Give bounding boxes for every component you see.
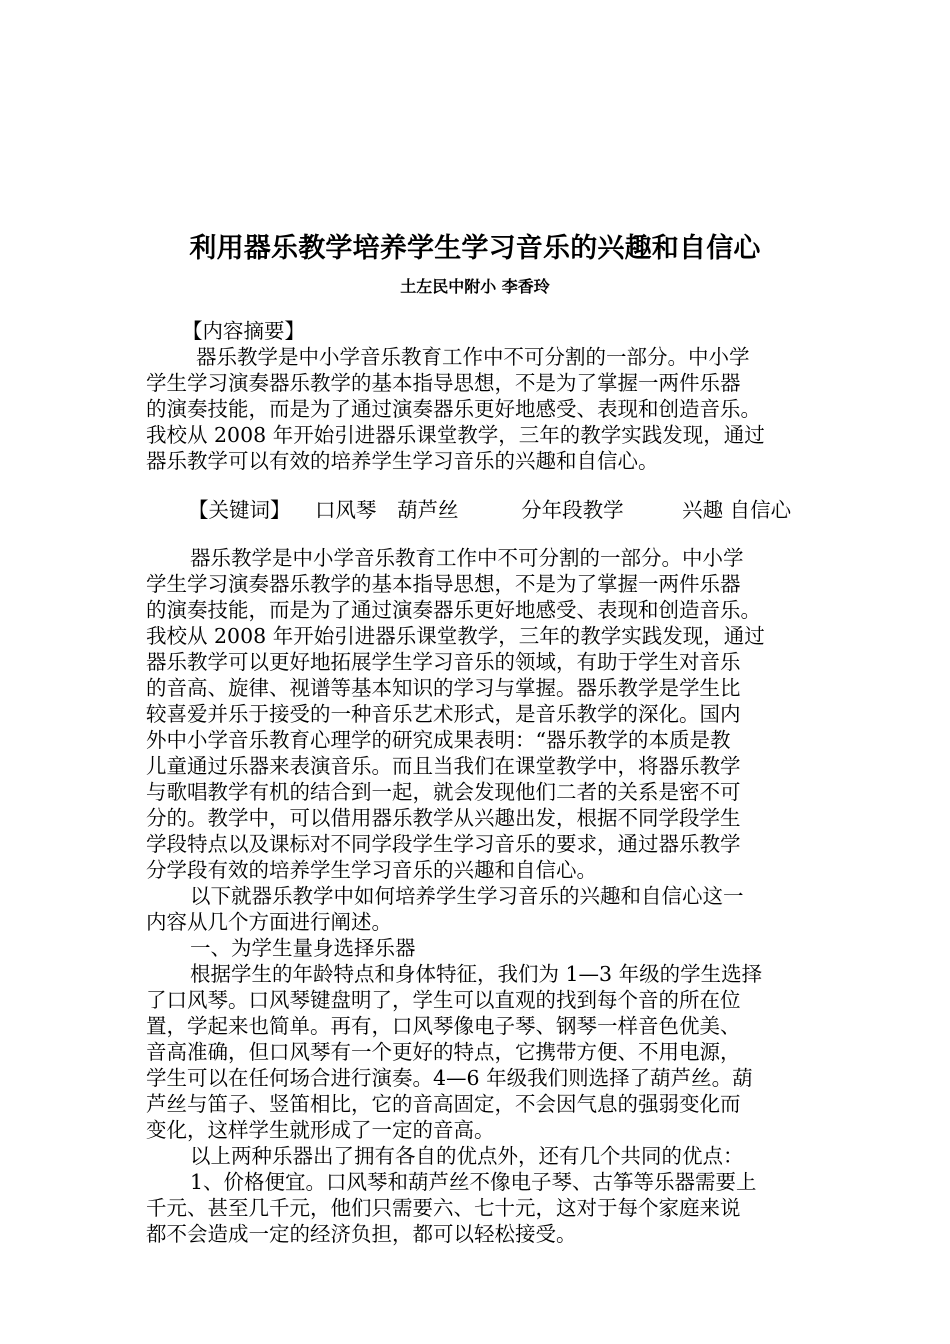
body-line: 了口风琴。口风琴键盘明了，学生可以直观的找到每个音的所在位 xyxy=(146,988,741,1012)
body-line: 的演奏技能，而是为了通过演奏器乐更好地感受、表现和创造音乐。 xyxy=(146,598,761,622)
abstract-line: 学生学习演奏器乐教学的基本指导思想，不是为了掌握一两件乐器 xyxy=(146,371,741,395)
keywords-label: 【关键词】 xyxy=(188,498,291,522)
body-line: 学段特点以及课标对不同学段学生学习音乐的要求，通过器乐教学 xyxy=(146,832,741,856)
author-line: 土左民中附小 李香玲 xyxy=(400,277,550,296)
body-line: 都不会造成一定的经济负担，都可以轻松接受。 xyxy=(146,1222,577,1246)
abstract-heading: 【内容摘要】 xyxy=(182,319,305,343)
body-line: 根据学生的年龄特点和身体特征，我们为 1—3 年级的学生选择 xyxy=(190,962,763,986)
body-line: 器乐教学可以更好地拓展学生学习音乐的领域，有助于学生对音乐 xyxy=(146,650,741,674)
body-line: 的音高、旋律、视谱等基本知识的学习与掌握。器乐教学是学生比 xyxy=(146,676,741,700)
body-line: 音高准确，但口风琴有一个更好的特点，它携带方便、不用电源， xyxy=(146,1040,741,1064)
keywords-row xyxy=(188,497,791,523)
abstract-line: 器乐教学可以有效的培养学生学习音乐的兴趣和自信心。 xyxy=(146,449,659,473)
keyword-item: 兴趣 自信心 xyxy=(682,498,792,522)
abstract-line: 我校从 2008 年开始引进器乐课堂教学，三年的教学实践发现，通过 xyxy=(146,423,765,447)
body-line: 学生可以在任何场合进行演奏。4—6 年级我们则选择了葫芦丝。葫 xyxy=(146,1066,753,1090)
keyword-item: 口风琴 xyxy=(315,498,377,522)
body-line: 芦丝与笛子、竖笛相比，它的音高固定，不会因气息的强弱变化而 xyxy=(146,1092,741,1116)
body-line: 千元、甚至几千元，他们只需要六、七十元，这对于每个家庭来说 xyxy=(146,1196,741,1220)
body-line: 器乐教学是中小学音乐教育工作中不可分割的一部分。中小学 xyxy=(190,546,744,570)
body-line: 以下就器乐教学中如何培养学生学习音乐的兴趣和自信心这一 xyxy=(190,884,744,908)
body-line: 以上两种乐器出了拥有各自的优点外，还有几个共同的优点： xyxy=(190,1144,744,1168)
body-line: 分的。教学中，可以借用器乐教学从兴趣出发，根据不同学段学生 xyxy=(146,806,741,830)
abstract-section xyxy=(146,318,765,474)
abstract-line: 的演奏技能，而是为了通过演奏器乐更好地感受、表现和创造音乐。 xyxy=(146,397,761,421)
body-line: 我校从 2008 年开始引进器乐课堂教学，三年的教学实践发现，通过 xyxy=(146,624,765,648)
body-section xyxy=(146,545,765,1247)
document-title: 利用器乐教学培养学生学习音乐的兴趣和自信心 xyxy=(189,233,761,264)
body-line: 置，学起来也简单。再有，口风琴像电子琴、钢琴一样音色优美、 xyxy=(146,1014,741,1038)
body-line: 内容从几个方面进行阐述。 xyxy=(146,910,392,934)
section-heading: 一、为学生量身选择乐器 xyxy=(190,936,416,960)
body-line: 分学段有效的培养学生学习音乐的兴趣和自信心。 xyxy=(146,858,597,882)
body-line: 学生学习演奏器乐教学的基本指导思想，不是为了掌握一两件乐器 xyxy=(146,572,741,596)
body-line: 外中小学音乐教育心理学的研究成果表明：“器乐教学的本质是教 xyxy=(146,728,731,752)
body-line: 与歌唱教学有机的结合到一起，就会发现他们二者的关系是密不可 xyxy=(146,780,741,804)
abstract-line: 器乐教学是中小学音乐教育工作中不可分割的一部分。中小学 xyxy=(196,345,750,369)
body-line: 儿童通过乐器来表演音乐。而且当我们在课堂教学中，将器乐教学 xyxy=(146,754,741,778)
body-line: 1、价格便宜。口风琴和葫芦丝不像电子琴、古筝等乐器需要上 xyxy=(190,1170,757,1194)
keyword-item: 葫芦丝 xyxy=(397,498,459,522)
keyword-item: 分年段教学 xyxy=(521,498,624,522)
body-line: 较喜爱并乐于接受的一种音乐艺术形式，是音乐教学的深化。国内 xyxy=(146,702,741,726)
body-line: 变化，这样学生就形成了一定的音高。 xyxy=(146,1118,495,1142)
